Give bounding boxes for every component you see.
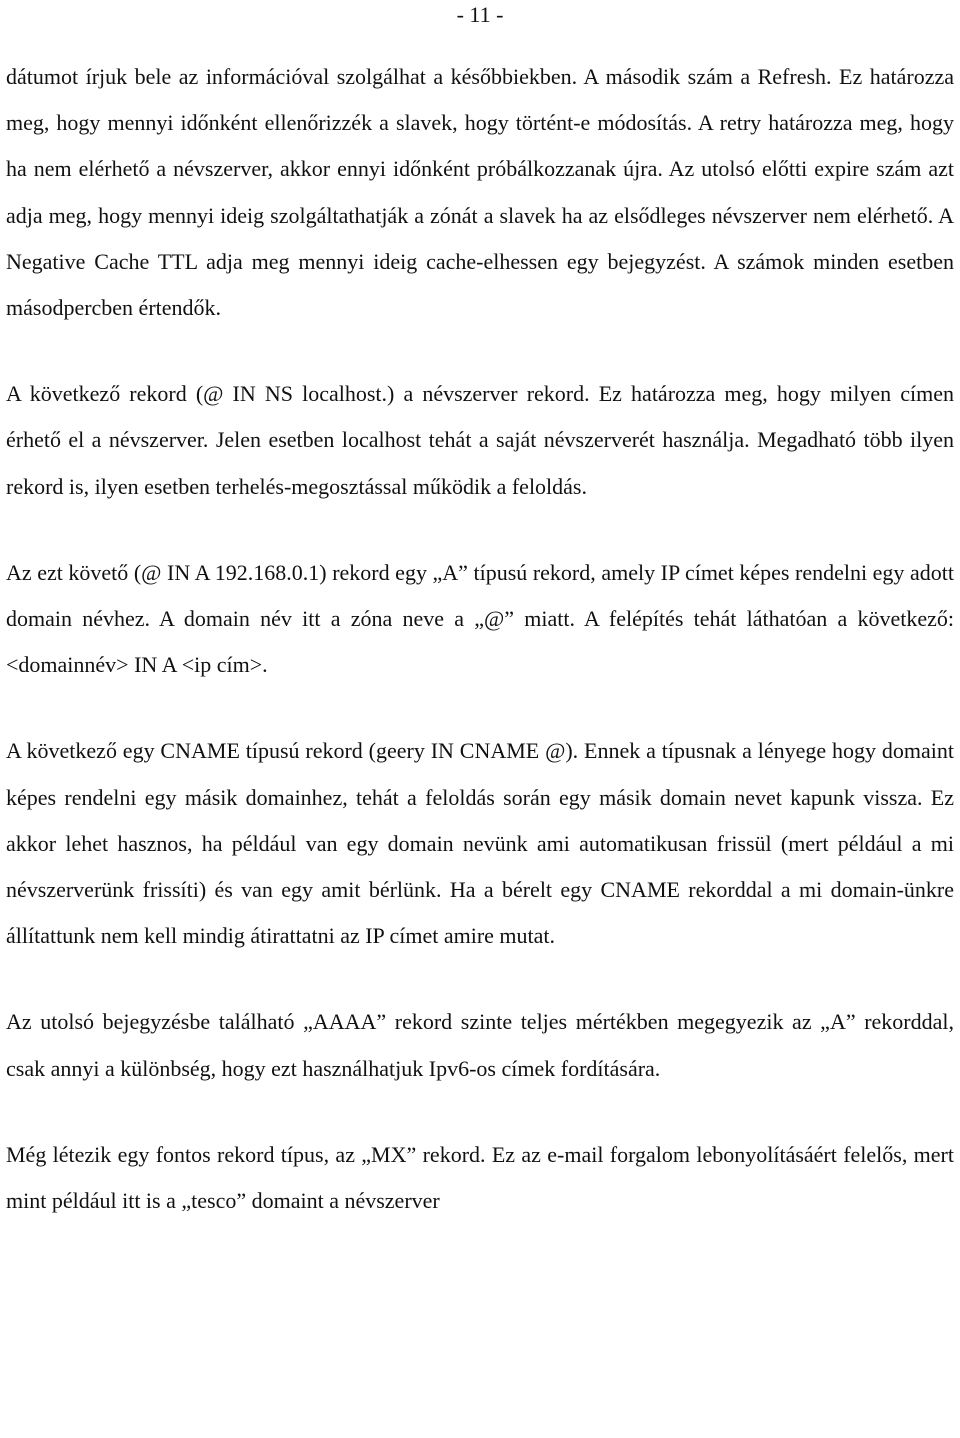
- paragraph-ns-record: A következő rekord (@ IN NS localhost.) a névszerver rekord. Ez határozza meg, hogy milyen címen érhető el a névszerver. Jelen esetben localhost tehát a saját névszerverét használja. Megadható több ilyen rekord is, ilyen esetben terhelés-megosztással működik a feloldás.: [6, 381, 954, 499]
- page-number: - 11 -: [456, 2, 504, 27]
- paragraph-cname-record: A következő egy CNAME típusú rekord (geery IN CNAME @). Ennek a típusnak a lényege hogy domaint képes rendelni egy másik domainhez, tehát a feloldás során egy másik domain nevet kapunk vissza. Ez akkor lehet hasznos, ha például van egy domain nevünk ami automatikusan frissül (mert például a mi névszerverünk frissíti) és van egy amit bérlünk. Ha a bérelt egy CNAME rekorddal a mi domain-ünkre állítattunk nem kell mindig átirattatni az IP címet amire mutat.: [6, 738, 954, 949]
- paragraph-mx-record: Még létezik egy fontos rekord típus, az „MX” rekord. Ez az e-mail forgalom lebonyolításáért felelős, mert mint például itt is a „tesco” domaint a névszerver: [6, 1141, 954, 1214]
- paragraph-soa-timers: dátumot írjuk bele az információval szolgálhat a későbbiekben. A második szám a Refresh. Ez határozza meg, hogy mennyi időnként ellenőrizzék a slavek, hogy történt-e módosítás. A retry határozza meg, hogy ha nem elérhető a névszerver, akkor ennyi időnként próbálkozzanak újra. Az utolsó előtti expire szám azt adja meg, hogy mennyi ideig szolgáltathatják a zónát a slavek ha az elsődleges névszerver nem elérhető. A Negative Cache TTL adja meg mennyi ideig cache-elhessen egy bejegyzést. A számok minden esetben másodpercben értendők.: [6, 64, 954, 321]
- paragraph-aaaa-record: Az utolsó bejegyzésbe található „AAAA” rekord szinte teljes mértékben megegyezik az „A” rekorddal, csak annyi a különbség, hogy ezt használhatjuk Ipv6-os címek fordítására.: [6, 1009, 954, 1081]
- body-text: [6, 54, 954, 1224]
- paragraph-a-record: Az ezt követő (@ IN A 192.168.0.1) rekord egy „A” típusú rekord, amely IP címet képes rendelni egy adott domain névhez. A domain név itt a zóna neve a „@” miatt. A felépítés tehát láthatóan a következő: <domainnév> IN A <ip cím>.: [6, 559, 954, 678]
